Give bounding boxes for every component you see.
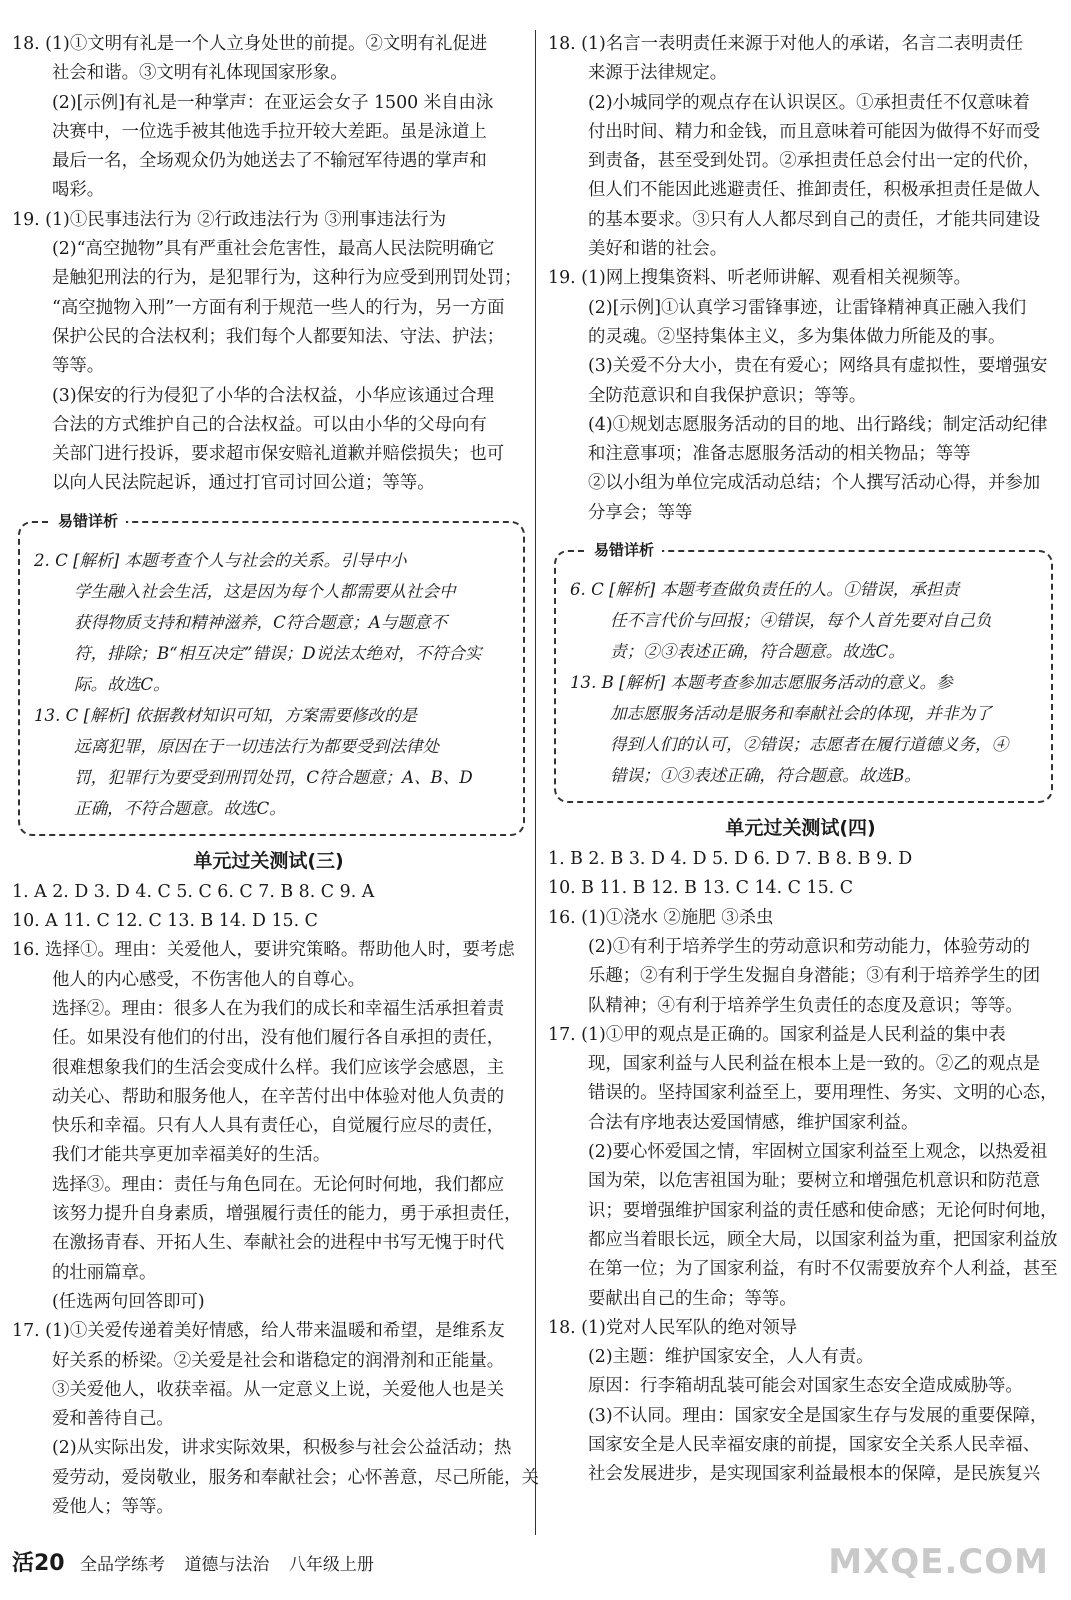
text-line: 社会和谐。③文明有礼体现国家形象。 (52, 63, 348, 84)
text-line: 合法的方式维护自己的合法权益。可以由小华的父母向有 (52, 414, 487, 435)
text-line: 18. (1)名言一表明责任来源于对他人的承诺，名言二表明责任 (548, 34, 1024, 54)
grade-label: 八年级上册 (288, 1555, 374, 1575)
text-line: 16. 选择①。理由：关爱他人，要讲究策略。帮助他人时，要考虑 (12, 940, 515, 961)
text-line: 我们才能共享更加幸福美好的生活。 (52, 1145, 331, 1166)
text-line: 但人们不能因此逃避责任、推卸责任，积极承担责任是做人 (588, 180, 1041, 201)
text-line: 队精神；④有利于培养学生负责任的态度及意识；等等。 (588, 995, 1023, 1016)
subject-name: 道德与法治 (184, 1555, 270, 1575)
section-title-unit-3: 单元过关测试(三) (193, 849, 344, 872)
left-column (12, 30, 539, 1522)
text-line: 关部门进行投诉，要求超市保安赔礼道歉并赔偿损失；也可 (52, 444, 505, 465)
text-line: 付出时间、精力和金钱，而且意味着可能因为做得不好而受 (588, 121, 1041, 142)
text-line: (2)[示例]有礼是一种掌声：在亚运会女子 1500 米自由泳 (52, 92, 494, 113)
text-line: (2)小城同学的观点存在认识误区。①承担责任不仅意味着 (588, 92, 1031, 113)
column-divider (535, 30, 536, 1535)
text-line: 识；要增强维护国家利益的责任感和使命感；无论何时何地， (588, 1200, 1058, 1221)
text-line: 选择②。理由：很多人在为我们的成长和幸福生活承担着责 (52, 998, 505, 1019)
book-series: 全品学练考 (80, 1555, 166, 1575)
right-column (548, 30, 1058, 1490)
text-line: (3)不认同。理由：国家安全是国家生存与发展的重要保障， (588, 1405, 1048, 1426)
text-line: 分享会；等等 (588, 502, 693, 523)
text-line: 10. A 11. C 12. C 13. B 14. D 15. C (12, 911, 318, 932)
text-line: 在第一位；为了国家利益，有时不仅需要放弃个人利益，甚至 (588, 1259, 1058, 1280)
text-line: 际。故选C。 (74, 674, 170, 694)
text-line: 国家安全是人民幸福安康的前提，国家安全关系人民幸福、 (588, 1434, 1041, 1455)
text-line: 要献出自己的生命；等等。 (588, 1288, 797, 1309)
text-line: 2. C [解析] 本题考查个人与社会的关系。引导中小 (34, 550, 407, 570)
text-line: 的壮丽篇章。 (52, 1262, 157, 1283)
text-line: 18. (1)党对人民军队的绝对领导 (548, 1317, 798, 1338)
text-line: 在激扬青春、开拓人生、奉献社会的进程中书写无愧于时代 (52, 1233, 505, 1254)
text-line: 现，国家利益与人民利益在根本上是一致的。②乙的观点是 (588, 1054, 1041, 1075)
text-line: 是触犯刑法的行为，是犯罪行为，这种行为应受到刑罚处罚； (52, 268, 522, 289)
text-line: (3)关爱不分大小，贵在有爱心；网络具有虚拟性，要增强安 (588, 356, 1048, 377)
text-line: 国为荣，以危害祖国为耻；要树立和增强危机意识和防范意 (588, 1171, 1041, 1192)
text-line: 很难想象我们的生活会变成什么样。我们应该学会感恩，主 (52, 1057, 505, 1078)
text-line: 爱和善待自己。 (52, 1409, 174, 1430)
text-line: “高空抛物入刑”一方面有利于规范一些人的行为，另一方面 (52, 297, 505, 318)
text-line: 最后一名，全场观众仍为她送去了不输冠军待遇的掌声和 (52, 151, 487, 172)
watermark: MXQE.COM (828, 1542, 1049, 1582)
left-error-analysis-box (18, 511, 525, 836)
right-answers-bottom (548, 845, 1058, 1490)
text-line: 都应当着眼长远，顾全大局，以国家利益为重，把国家利益放 (588, 1229, 1058, 1250)
right-error-analysis-box (554, 541, 1053, 803)
text-line: 17. (1)①甲的观点是正确的。国家利益是人民利益的集中表 (548, 1024, 1006, 1045)
text-line: 责；②③表述正确，符合题意。故选C。 (610, 642, 905, 662)
text-line: 来源于法律规定。 (588, 63, 728, 84)
text-line: (任选两句回答即可) (52, 1291, 205, 1312)
box-label: 易错详析 (50, 510, 126, 531)
section-title-unit-4: 单元过关测试(四) (725, 817, 876, 840)
text-line: 符，排除；B“相互决定”错误；D说法太绝对，不符合实 (74, 643, 482, 663)
text-line: 18. (1)①文明有礼是一个人立身处世的前提。②文明有礼促进 (12, 34, 488, 54)
right-answers-top (548, 30, 1053, 528)
left-answers-bottom (12, 878, 539, 1523)
text-line: 该努力提升自身素质，增强履行责任的能力，勇于承担责任， (52, 1204, 522, 1225)
text-line: 错误的。坚持国家利益至上，要用理性、务实、文明的心态， (588, 1083, 1058, 1104)
text-line: 快乐和幸福。只有人人具有责任心，自觉履行应尽的责任， (52, 1116, 505, 1137)
text-line: 任不言代价与回报；④错误，每个人首先要对自己负 (610, 611, 992, 631)
text-line: 决赛中，一位选手被其他选手拉开较大差距。虽是泳道上 (52, 121, 487, 142)
text-line: 爱劳动，爱岗敬业，服务和奉献社会；心怀善意，尽己所能，关 (52, 1467, 539, 1488)
text-line: 的灵魂。②坚持集体主义，多为集体做力所能及的事。 (588, 326, 1006, 347)
text-line: (2)从实际出发，讲求实际效果，积极参与社会公益活动；热 (52, 1438, 512, 1459)
text-line: (3)保安的行为侵犯了小华的合法权益，小华应该通过合理 (52, 385, 495, 406)
box-lines (570, 574, 1041, 791)
text-line: 的基本要求。③只有人人都尽到自己的责任，才能共同建设 (588, 209, 1041, 230)
text-line: 社会发展进步，是实现国家利益最根本的保障，是民族复兴 (588, 1464, 1041, 1485)
text-line: 和注意事项；准备志愿服务活动的相关物品；等等 (588, 444, 971, 465)
text-line: 爱他人；等等。 (52, 1496, 174, 1517)
text-line: 合法有序地表达爱国情感，维护国家利益。 (588, 1112, 919, 1133)
page-footer (12, 1546, 388, 1577)
text-line: 16. (1)①浇水 ②施肥 ③杀虫 (548, 907, 774, 928)
text-line: 动关心、帮助和服务他人，在辛苦付出中体验对他人负责的 (52, 1086, 505, 1107)
text-line: 13. B [解析] 本题考查参加志愿服务活动的意义。参 (570, 673, 953, 693)
text-line: 原因：行李箱胡乱装可能会对国家生态安全造成威胁等。 (588, 1376, 1023, 1397)
text-line: 6. C [解析] 本题考查做负责任的人。①错误，承担责 (570, 580, 960, 600)
text-line: 远离犯罪，原因在于一切违法行为都要受到法律处 (74, 736, 440, 756)
text-line: (2)“高空抛物”具有严重社会危害性，最高人民法院明确它 (52, 239, 495, 260)
text-line: 获得物质支持和精神滋养，C符合题意；A与题意不 (74, 612, 448, 632)
text-line: 罚，犯罪行为要受到刑罚处罚，C符合题意；A、B、D (74, 767, 473, 787)
text-line: 选择③。理由：责任与角色同在。无论何时何地，我们都应 (52, 1174, 505, 1195)
text-line: 17. (1)①关爱传递着美好情感，给人带来温暖和希望，是维系友 (12, 1321, 505, 1342)
text-line: 他人的内心感受，不伤害他人的自尊心。 (52, 969, 366, 990)
text-line: 1. A 2. D 3. D 4. C 5. C 6. C 7. B 8. C 9. A (12, 881, 375, 902)
text-line: ③关爱他人，收获幸福。从一定意义上说，关爱他人也是关 (52, 1379, 505, 1400)
text-line: (2)主题：维护国家安全，人人有责。 (588, 1347, 874, 1368)
text-line: (2)①有利于培养学生的劳动意识和劳动能力，体验劳动的 (588, 936, 1031, 957)
text-line: 美好和谐的社会。 (588, 239, 728, 260)
text-line: (2)要心怀爱国之情，牢固树立国家利益至上观念，以热爱祖 (588, 1142, 1048, 1163)
text-line: 以向人民法院起诉，通过打官司讨回公道；等等。 (52, 473, 435, 494)
text-line: 喝彩。 (52, 180, 105, 201)
text-line: 1. B 2. B 3. D 4. D 5. D 6. D 7. B 8. B 9. D (548, 849, 913, 870)
text-line: 好关系的桥梁。②关爱是社会和谐稳定的润滑剂和正能量。 (52, 1350, 505, 1371)
text-line: 任。如果没有他们的付出，没有他们履行各自承担的责任， (52, 1028, 505, 1049)
text-line: 学生融入社会生活，这是因为每个人都需要从社会中 (74, 581, 456, 601)
text-line: 等等。 (52, 356, 105, 377)
text-line: 全防范意识和自我保护意识；等等。 (588, 385, 867, 406)
text-line: 得到人们的认可，②错误；志愿者在履行道德义务，④ (610, 735, 1009, 755)
text-line: 乐趣；②有利于学生发掘自身潜能；③有利于培养学生的团 (588, 966, 1041, 987)
text-line: 加志愿服务活动是服务和奉献社会的体现，并非为了 (610, 704, 992, 724)
text-line: 正确，不符合题意。故选C。 (74, 798, 286, 818)
text-line: 19. (1)网上搜集资料、听老师讲解、观看相关视频等。 (548, 268, 972, 289)
text-line: 保护公民的合法权利；我们每个人都要知法、守法、护法； (52, 326, 505, 347)
text-line: ②以小组为单位完成活动总结；个人撰写活动心得，并参加 (588, 473, 1041, 494)
text-line: (2)[示例]①认真学习雷锋事迹，让雷锋精神真正融入我们 (588, 297, 1027, 318)
left-answers-top (12, 30, 525, 499)
text-line: 错误；①③表述正确，符合题意。故选B。 (610, 766, 921, 786)
text-line: 10. B 11. B 12. B 13. C 14. C 15. C (548, 878, 854, 899)
box-lines (34, 545, 513, 824)
text-line: (4)①规划志愿服务活动的目的地、出行路线；制定活动纪律 (588, 414, 1048, 435)
text-line: 19. (1)①民事违法行为 ②行政违法行为 ③刑事违法行为 (12, 209, 447, 230)
text-line: 到责备，甚至受到处罚。②承担责任总会付出一定的代价， (588, 151, 1041, 172)
box-label: 易错详析 (586, 539, 662, 560)
page-number: 活20 (12, 1551, 65, 1576)
text-line: 13. C [解析] 依据教材知识可知，方案需要修改的是 (34, 705, 418, 725)
